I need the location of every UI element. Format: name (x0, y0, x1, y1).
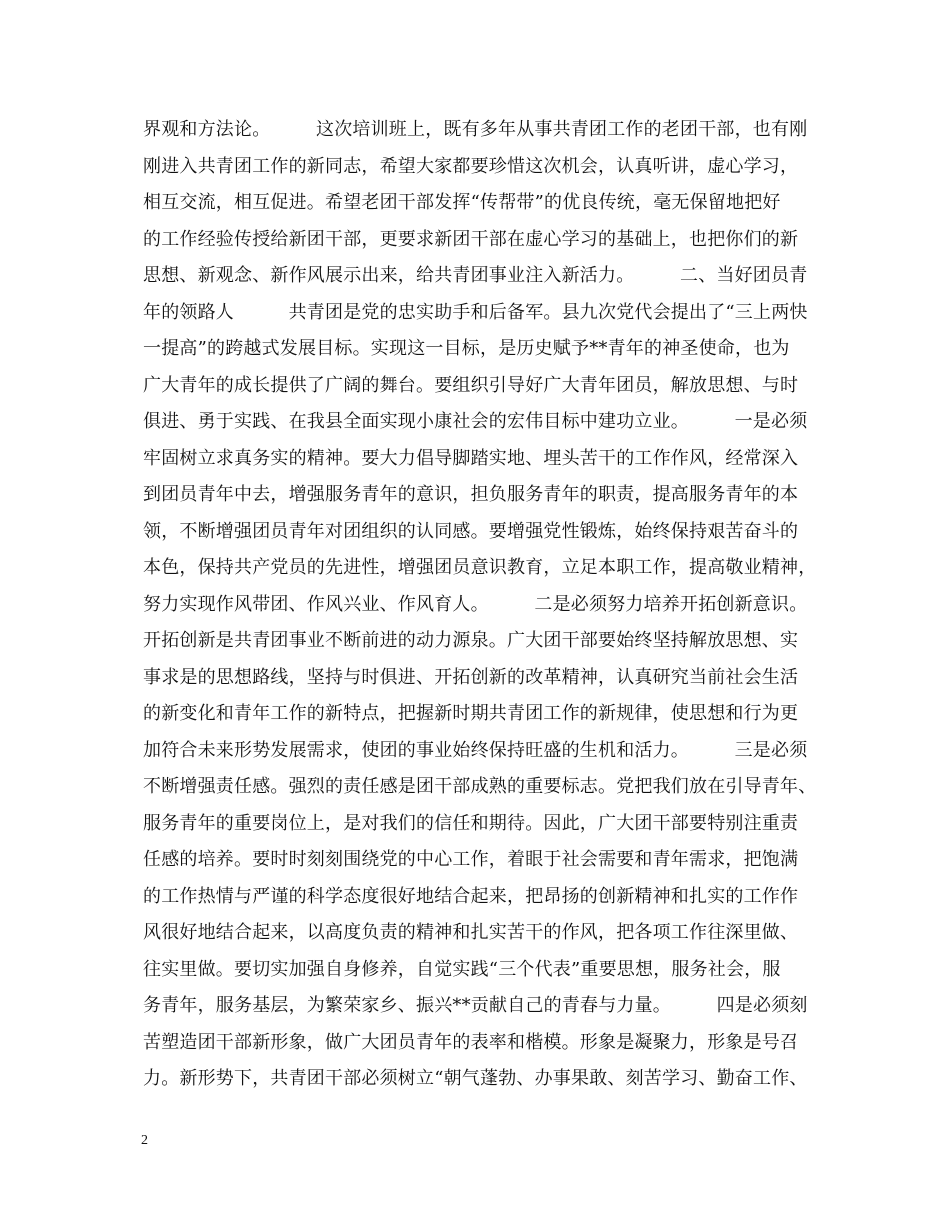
text-line: 开拓创新是共青团事业不断前进的动力源泉。广大团干部要始终坚持解放思想、实 (143, 630, 799, 651)
text-line: 的新变化和青年工作的新特点，把握新时期共青团工作的新规律，使思想和行为更 (143, 703, 799, 724)
text-line: 本色，保持共产党员的先进性，增强团员意识教育，立足本职工作，提高敬业精神， (143, 557, 817, 578)
body-text (143, 112, 843, 1098)
text-line: 的工作经验传授给新团干部，更要求新团干部在虚心学习的基础上，也把你们的新 (143, 228, 799, 250)
text-line: 不断增强责任感。强烈的责任感是团干部成熟的重要标志。党把我们放在引导青年、 (143, 776, 817, 797)
text-line: 务青年，服务基层，为繁荣家乡、振兴**贡献自己的青春与力量。 四是必须刻 (143, 995, 808, 1016)
text-line: 领，不断增强团员青年对团组织的认同感。要增强党性锻炼，始终保持艰苦奋斗的 (143, 520, 799, 542)
text-line: 的工作热情与严谨的科学态度很好地结合起来，把昂扬的创新精神和扎实的工作作 (143, 885, 799, 907)
text-line: 俱进、勇于实践、在我县全面实现小康社会的宏伟目标中建功立业。 一是必须 (143, 411, 808, 432)
text-line: 力。新形势下，共青团干部必须树立“朝气蓬勃、办事果敢、刻苦学习、勤奋工作、 (143, 1068, 808, 1089)
text-line: 任感的培养。要时时刻刻围绕党的中心工作，着眼于社会需要和青年需求，把饱满 (143, 849, 799, 870)
text-line: 思想、新观念、新作风展示出来，给共青团事业注入新活力。 二、当好团员青 (143, 265, 808, 286)
text-line: 年的领路人 共青团是党的忠实助手和后备军。县九次党代会提出了“三上两快 (143, 301, 808, 323)
text-line: 事求是的思想路线，坚持与时俱进、开拓创新的改革精神，认真研究当前社会生活 (143, 666, 799, 688)
page-number: 2 (141, 1133, 148, 1148)
text-line: 往实里做。要切实加强自身修养，自觉实践“三个代表”重要思想，服务社会，服 (143, 958, 781, 980)
text-line: 牢固树立求真务实的精神。要大力倡导脚踏实地、埋头苦干的工作作风，经常深入 (143, 447, 799, 469)
text-line: 风很好地结合起来，以高度负责的精神和扎实苦干的作风，把各项工作往深里做、 (143, 922, 799, 943)
text-line: 广大青年的成长提供了广阔的舞台。要组织引导好广大青年团员，解放思想、与时 (143, 374, 799, 396)
text-line: 到团员青年中去，增强服务青年的意识，担负服务青年的职责，提高服务青年的本 (143, 484, 799, 505)
text-line: 努力实现作风带团、作风兴业、作风育人。 二是必须努力培养开拓创新意识。 (143, 593, 808, 615)
text-line: 服务青年的重要岗位上，是对我们的信任和期待。因此，广大团干部要特别注重责 (143, 812, 799, 834)
text-line: 界观和方法论。 这次培训班上，既有多年从事共青团工作的老团干部，也有刚 (143, 119, 808, 140)
text-line: 加符合未来形势发展需求，使团的事业始终保持旺盛的生机和活力。 三是必须 (143, 739, 808, 761)
text-line: 苦塑造团干部新形象，做广大团员青年的表率和楷模。形象是凝聚力，形象是号召 (143, 1031, 799, 1053)
text-line: 刚进入共青团工作的新同志，希望大家都要珍惜这次机会，认真听讲，虚心学习， (143, 155, 799, 177)
text-line: 一提高”的跨越式发展目标。实现这一目标，是历史赋予**青年的神圣使命，也为 (143, 338, 790, 359)
text-line: 相互交流，相互促进。希望老团干部发挥“传帮带”的优良传统，毫无保留地把好 (143, 192, 781, 213)
